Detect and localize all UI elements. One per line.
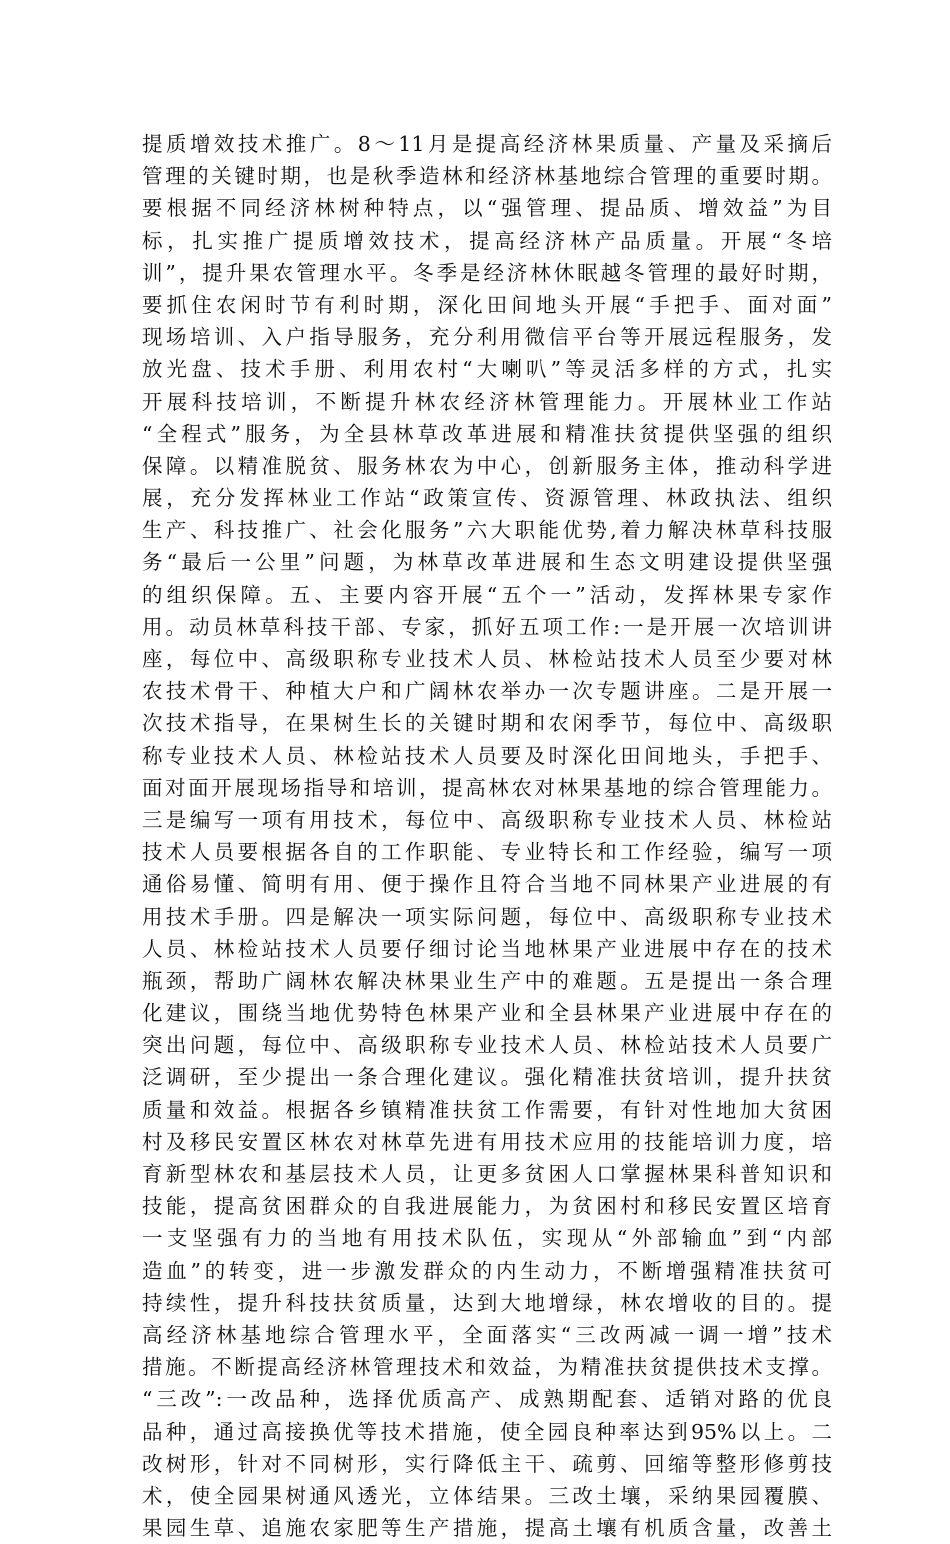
text-line: 要抓住农闲时节有利时期，深化田间地头开展“手把手、面对面” (142, 292, 832, 317)
text-line: 座，每位中、高级职称专业技术人员、林检站技术人员至少要对林 (142, 647, 832, 671)
text-line: 果园生草、追施农家肥等生产措施，提高土壤有机质含量，改善土 (142, 1516, 832, 1541)
text-line: 技能，提高贫困群众的自我进展能力，为贫困村和移民安置区培育 (142, 1194, 832, 1219)
text-line: 用。动员林草科技干部、专家，抓好五项工作:一是开展一次培训讲 (142, 614, 832, 639)
text-line: 造血”的转变，进一步激发群众的内生动力，不断增强精准扶贫可 (142, 1258, 832, 1283)
text-line: 称专业技术人员、林检站技术人员要及时深化田间地头，手把手、 (142, 743, 832, 768)
text-line: 改树形，针对不同树形，实行降低主干、疏剪、回缩等整形修剪技 (142, 1451, 832, 1476)
text-line: 次技术指导，在果树生长的关键时期和农闲季节，每位中、高级职 (142, 711, 832, 736)
text-line: 管理的关键时期，也是秋季造林和经济林基地综合管理的重要时期。 (142, 164, 832, 189)
text-line: “三改”:一改品种，选择优质高产、成熟期配套、适销对路的优良 (142, 1387, 832, 1412)
text-line: 保障。以精准脱贫、服务林农为中心，创新服务主体，推动科学进 (142, 453, 832, 478)
text-line: 现场培训、入户指导服务，充分利用微信平台等开展远程服务，发 (142, 325, 832, 350)
text-line: 农技术骨干、种植大户和广阔林农举办一次专题讲座。二是开展一 (142, 679, 832, 704)
text-line: 泛调研，至少提出一条合理化建议。强化精准扶贫培训，提升扶贫 (142, 1065, 832, 1090)
text-line: 提质增效技术推广。8～11月是提高经济林果质量、产量及采摘后 (142, 132, 832, 156)
text-line: 生产、科技推广、社会化服务”六大职能优势,着力解决林草科技服 (142, 518, 832, 543)
text-line: 育新型林农和基层技术人员，让更多贫困人口掌握林果科普知识和 (142, 1162, 832, 1186)
body-text (142, 128, 832, 1544)
text-line: 瓶颈，帮助广阔林农解决林果业生产中的难题。五是提出一条合理 (142, 968, 832, 993)
text-line: 开展科技培训，不断提升林农经济林管理能力。开展林业工作站 (142, 389, 832, 414)
text-line: 标，扎实推广提质增效技术，提高经济林产品质量。开展“冬培 (142, 228, 832, 253)
text-line: “全程式”服务，为全县林草改革进展和精准扶贫提供坚强的组织 (142, 421, 832, 446)
text-line: 三是编写一项有用技术，每位中、高级职称专业技术人员、林检站 (142, 807, 832, 832)
text-line: 要根据不同经济林树种特点，以“强管理、提品质、增效益”为目 (142, 196, 832, 221)
text-line: 品种，通过高接换优等技术措施，使全园良种率达到95%以上。二 (142, 1419, 832, 1444)
text-line: 面对面开展现场指导和培训，提高林农对林果基地的综合管理能力。 (142, 775, 832, 800)
text-line: 训”，提升果农管理水平。冬季是经济林休眠越冬管理的最好时期， (142, 260, 832, 285)
text-line: 村及移民安置区林农对林草先进有用技术应用的技能培训力度，培 (142, 1129, 832, 1154)
text-line: 放光盘、技术手册、利用农村“大喇叭”等灵活多样的方式，扎实 (142, 357, 832, 382)
text-line: 务“最后一公里”问题，为林草改革进展和生态文明建设提供坚强 (142, 550, 832, 575)
text-line: 质量和效益。根据各乡镇精准扶贫工作需要，有针对性地加大贫困 (142, 1097, 832, 1122)
text-line: 化建议，围绕当地优势特色林果产业和全县林果产业进展中存在的 (142, 1001, 832, 1026)
text-line: 术，使全园果树通风透光，立体结果。三改土壤，采纳果园覆膜、 (142, 1483, 832, 1508)
text-line: 的组织保障。五、主要内容开展“五个一”活动，发挥林果专家作 (142, 582, 832, 607)
text-line: 通俗易懂、简明有用、便于操作且符合当地不同林果产业进展的有 (142, 872, 832, 897)
text-line: 一支坚强有力的当地有用技术队伍，实现从“外部输血”到“内部 (142, 1226, 832, 1251)
text-line: 技术人员要根据各自的工作职能、专业特长和工作经验，编写一项 (142, 840, 832, 865)
text-line: 人员、林检站技术人员要仔细讨论当地林果产业进展中存在的技术 (142, 936, 832, 961)
text-line: 突出问题，每位中、高级职称专业技术人员、林检站技术人员要广 (142, 1033, 832, 1058)
text-line: 措施。不断提高经济林管理技术和效益，为精准扶贫提供技术支撑。 (142, 1355, 832, 1380)
text-line: 用技术手册。四是解决一项实际问题，每位中、高级职称专业技术 (142, 904, 832, 929)
text-line: 展，充分发挥林业工作站“政策宣传、资源管理、林政执法、组织 (142, 486, 832, 511)
text-line: 持续性，提升科技扶贫质量，达到大地增绿，林农增收的目的。提 (142, 1290, 832, 1315)
text-line: 高经济林基地综合管理水平，全面落实“三改两减一调一增”技术 (142, 1322, 832, 1347)
